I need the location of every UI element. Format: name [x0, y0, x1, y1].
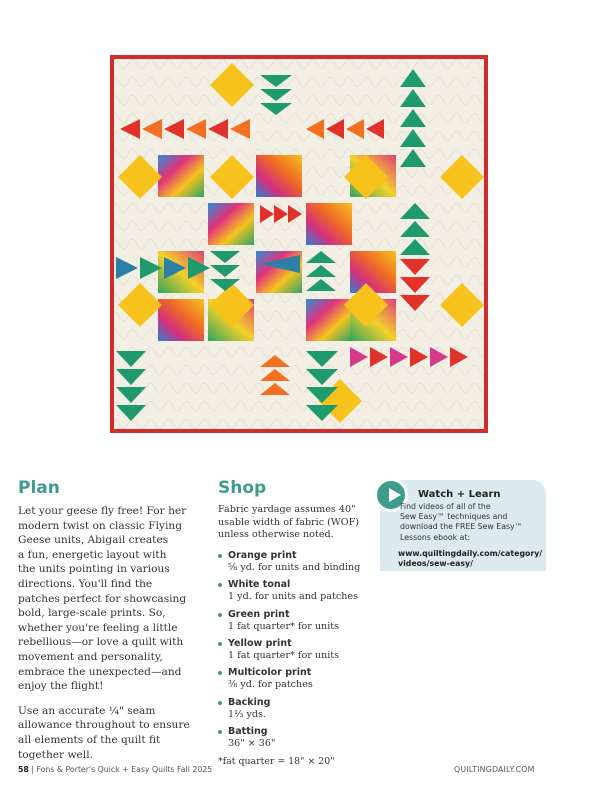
watch-learn-url[interactable]	[398, 549, 546, 570]
shop-section	[218, 478, 368, 768]
watch-learn-body	[400, 502, 542, 543]
print-patch	[208, 203, 254, 245]
text-line: www.quiltingdaily.com/category/	[398, 549, 543, 558]
material-item	[218, 550, 368, 574]
text-line: Find videos of all of the	[400, 502, 491, 511]
text-line: bold, large-scale prints. So,	[18, 607, 166, 620]
material-name: Batting	[228, 726, 268, 738]
material-amount: 1⅓ yds.	[228, 708, 266, 720]
text-line: the units pointing in various	[18, 563, 170, 576]
bullet-icon	[218, 613, 222, 617]
text-line: Use an accurate ¼" seam	[18, 704, 156, 717]
text-line: Geese units, Abigail creates	[18, 534, 169, 547]
material-item	[218, 697, 368, 721]
material-name: Orange print	[228, 549, 297, 561]
quilting-texture	[114, 59, 484, 429]
material-amount: ⅝ yd. for units and binding	[228, 561, 361, 573]
text-line: Let your geese fly free! For her	[18, 505, 187, 517]
print-patch	[350, 251, 396, 293]
page-number: 58	[18, 765, 29, 774]
text-line: Sew Easy™ techniques and	[400, 512, 508, 522]
material-amount: 36" × 36"	[228, 738, 276, 750]
material-name: White tonal	[228, 579, 291, 591]
text-line: enjoy the flight!	[18, 680, 104, 693]
fat-quarter-note: *fat quarter = 18" × 20"	[218, 755, 335, 767]
plan-heading: Plan	[18, 478, 60, 498]
material-item	[218, 726, 368, 750]
text-line: together well.	[18, 748, 93, 761]
print-patch	[306, 203, 352, 245]
bullet-icon	[218, 671, 222, 675]
page-footer-left	[18, 765, 212, 774]
material-amount: ⅜ yd. for patches	[228, 679, 313, 691]
publication-info: | Fons & Porter's Quick + Easy Quilts Fall 2025	[31, 765, 213, 774]
material-item	[218, 579, 368, 603]
text-line: videos/sew-easy/	[398, 559, 473, 569]
text-line: modern twist on classic Flying	[18, 519, 182, 532]
material-amount: 1 fat quarter* for units	[228, 650, 340, 661]
material-name: Green print	[228, 608, 290, 620]
bullet-icon	[218, 554, 222, 558]
materials-list	[218, 550, 368, 751]
shop-heading: Shop	[218, 478, 267, 498]
bullet-icon	[218, 701, 222, 705]
text-line: a fun, energetic layout with	[18, 548, 167, 561]
material-name: Yellow print	[228, 638, 292, 649]
bullet-icon	[218, 583, 222, 587]
text-line: allowance throughout to ensure	[18, 719, 190, 732]
print-patch	[158, 299, 204, 341]
plan-paragraph-1	[18, 504, 203, 694]
material-item	[218, 609, 368, 633]
bullet-icon	[218, 642, 222, 646]
text-line: rebellious—or love a quilt with	[18, 636, 184, 649]
material-name: Backing	[228, 696, 271, 708]
shop-intro	[218, 504, 368, 542]
text-line: usable width of fabric (WOF)	[218, 516, 359, 528]
text-line: download the FREE Sew Easy™	[400, 522, 523, 532]
material-amount: 1 yd. for units and patches	[228, 591, 358, 603]
material-name: Multicolor print	[228, 667, 312, 679]
text-line: embrace the unexpected—and	[18, 665, 182, 678]
print-patch	[256, 155, 302, 197]
site-url: QUILTINGDAILY.COM	[454, 765, 535, 774]
text-line: Lessons ebook at:	[400, 532, 471, 542]
text-line: unless otherwise noted.	[218, 529, 334, 541]
print-patch	[158, 155, 204, 197]
text-line: directions. You'll find the	[18, 577, 153, 590]
material-item	[218, 667, 368, 691]
text-line: whether you're feeling a little	[18, 621, 178, 634]
bullet-icon	[218, 730, 222, 734]
material-amount: 1 fat quarter* for units	[228, 620, 340, 632]
watch-learn-box	[380, 480, 546, 571]
watch-learn-title: Watch + Learn	[418, 489, 501, 500]
plan-section	[18, 478, 203, 772]
material-item	[218, 638, 368, 662]
text-line: Fabric yardage assumes 40"	[218, 504, 356, 515]
quilt-photo	[110, 55, 488, 433]
text-line: all elements of the quilt fit	[18, 733, 161, 746]
text-line: patches perfect for showcasing	[18, 592, 187, 605]
plan-paragraph-2	[18, 704, 203, 762]
text-line: movement and personality,	[18, 650, 163, 663]
